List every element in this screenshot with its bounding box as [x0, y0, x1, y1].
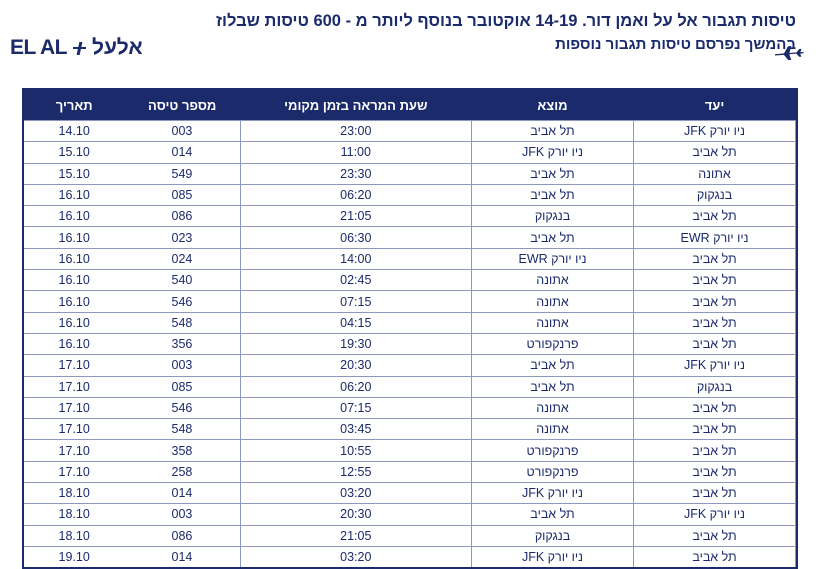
- table-row: [24, 333, 796, 354]
- cell-date: 16.10: [24, 227, 124, 248]
- cell-date: 17.10: [24, 355, 124, 376]
- column-header-origin: מוצא: [472, 90, 634, 121]
- cell-destination: תל אביב: [634, 142, 796, 163]
- elal-logo: [10, 36, 143, 60]
- table-row: [24, 504, 796, 525]
- cell-origin: ניו יורק EWR: [472, 248, 634, 269]
- table-row: [24, 312, 796, 333]
- cell-departure-time: 10:55: [240, 440, 471, 461]
- cell-destination: תל אביב: [634, 206, 796, 227]
- page-title: טיסות תגבור אל על ואמן דור. 14-19 אוקטובר בנוסף ליותר מ - 600 טיסות שבלוז: [215, 12, 796, 30]
- cell-destination: אתונה: [634, 163, 796, 184]
- cell-departure-time: 06:30: [240, 227, 471, 248]
- flights-table-body: [24, 121, 796, 568]
- cell-departure-time: 14:00: [240, 248, 471, 269]
- cell-departure-time: 07:15: [240, 397, 471, 418]
- table-row: [24, 525, 796, 546]
- column-header-destination: יעד: [634, 90, 796, 121]
- cell-date: 16.10: [24, 206, 124, 227]
- cell-flight-number: 024: [124, 248, 240, 269]
- cell-departure-time: 19:30: [240, 333, 471, 354]
- cell-destination: תל אביב: [634, 270, 796, 291]
- column-header-date: תאריך: [24, 90, 124, 121]
- cell-flight-number: 085: [124, 184, 240, 205]
- cell-destination: ניו יורק JFK: [634, 504, 796, 525]
- table-row: [24, 483, 796, 504]
- cell-destination: תל אביב: [634, 483, 796, 504]
- cell-flight-number: 358: [124, 440, 240, 461]
- cell-destination: תל אביב: [634, 525, 796, 546]
- cell-destination: ניו יורק EWR: [634, 227, 796, 248]
- cell-date: 15.10: [24, 142, 124, 163]
- cell-departure-time: 21:05: [240, 525, 471, 546]
- cell-date: 17.10: [24, 461, 124, 482]
- cell-origin: תל אביב: [472, 355, 634, 376]
- cell-origin: אתונה: [472, 291, 634, 312]
- cell-flight-number: 003: [124, 121, 240, 142]
- cell-flight-number: 548: [124, 419, 240, 440]
- cell-destination: תל אביב: [634, 546, 796, 567]
- cell-departure-time: 23:00: [240, 121, 471, 142]
- cell-flight-number: 549: [124, 163, 240, 184]
- cell-flight-number: 548: [124, 312, 240, 333]
- cell-flight-number: 014: [124, 546, 240, 567]
- cell-flight-number: 258: [124, 461, 240, 482]
- column-header-flight-number: מספר טיסה: [124, 90, 240, 121]
- cell-origin: תל אביב: [472, 184, 634, 205]
- cell-destination: תל אביב: [634, 461, 796, 482]
- cell-departure-time: 23:30: [240, 163, 471, 184]
- table-row: [24, 546, 796, 567]
- cell-origin: פרנקפורט: [472, 333, 634, 354]
- cell-departure-time: 03:45: [240, 419, 471, 440]
- cell-origin: ניו יורק JFK: [472, 546, 634, 567]
- cell-flight-number: 546: [124, 291, 240, 312]
- logo-hebrew-text: אלעל: [92, 36, 143, 59]
- cell-date: 17.10: [24, 376, 124, 397]
- cell-flight-number: 014: [124, 483, 240, 504]
- cell-destination: ניו יורק JFK: [634, 355, 796, 376]
- cell-origin: תל אביב: [472, 163, 634, 184]
- table-row: [24, 270, 796, 291]
- logo-latin-text: EL AL: [10, 36, 68, 59]
- table-row: [24, 461, 796, 482]
- cell-date: 16.10: [24, 248, 124, 269]
- cell-origin: תל אביב: [472, 376, 634, 397]
- flights-table-container: [22, 88, 798, 569]
- cell-origin: ניו יורק JFK: [472, 483, 634, 504]
- cell-origin: בנגקוק: [472, 525, 634, 546]
- cell-date: 17.10: [24, 440, 124, 461]
- logo-mark-icon: [73, 42, 86, 55]
- cell-date: 16.10: [24, 270, 124, 291]
- cell-flight-number: 003: [124, 355, 240, 376]
- cell-date: 14.10: [24, 121, 124, 142]
- cell-origin: ניו יורק JFK: [472, 142, 634, 163]
- cell-date: 16.10: [24, 184, 124, 205]
- table-row: [24, 227, 796, 248]
- cell-destination: תל אביב: [634, 248, 796, 269]
- cell-origin: פרנקפורט: [472, 461, 634, 482]
- cell-flight-number: 546: [124, 397, 240, 418]
- table-row: [24, 184, 796, 205]
- cell-departure-time: 20:30: [240, 504, 471, 525]
- cell-origin: אתונה: [472, 312, 634, 333]
- cell-flight-number: 003: [124, 504, 240, 525]
- cell-date: 18.10: [24, 504, 124, 525]
- cell-date: 19.10: [24, 546, 124, 567]
- cell-origin: תל אביב: [472, 504, 634, 525]
- cell-destination: תל אביב: [634, 419, 796, 440]
- cell-origin: בנגקוק: [472, 206, 634, 227]
- page-subtitle: בהמשך נפרסם טיסות תגבור נוספות: [555, 35, 796, 53]
- table-row: [24, 440, 796, 461]
- cell-destination: ניו יורק JFK: [634, 121, 796, 142]
- cell-destination: תל אביב: [634, 397, 796, 418]
- flights-table: [24, 90, 796, 567]
- cell-origin: תל אביב: [472, 121, 634, 142]
- table-row: [24, 397, 796, 418]
- cell-origin: אתונה: [472, 419, 634, 440]
- cell-departure-time: 12:55: [240, 461, 471, 482]
- table-row: [24, 121, 796, 142]
- cell-date: 18.10: [24, 525, 124, 546]
- cell-flight-number: 356: [124, 333, 240, 354]
- cell-departure-time: 03:20: [240, 546, 471, 567]
- cell-date: 18.10: [24, 483, 124, 504]
- cell-destination: תל אביב: [634, 333, 796, 354]
- cell-flight-number: 540: [124, 270, 240, 291]
- cell-origin: פרנקפורט: [472, 440, 634, 461]
- cell-date: 16.10: [24, 291, 124, 312]
- table-row: [24, 163, 796, 184]
- table-header-row: [24, 90, 796, 121]
- cell-flight-number: 085: [124, 376, 240, 397]
- cell-date: 17.10: [24, 397, 124, 418]
- cell-destination: בנגקוק: [634, 376, 796, 397]
- cell-origin: תל אביב: [472, 227, 634, 248]
- table-row: [24, 376, 796, 397]
- airplane-icon: [774, 42, 804, 60]
- cell-origin: אתונה: [472, 270, 634, 291]
- table-row: [24, 419, 796, 440]
- table-row: [24, 248, 796, 269]
- cell-departure-time: 04:15: [240, 312, 471, 333]
- cell-flight-number: 014: [124, 142, 240, 163]
- cell-destination: תל אביב: [634, 291, 796, 312]
- cell-date: 16.10: [24, 333, 124, 354]
- cell-origin: אתונה: [472, 397, 634, 418]
- cell-destination: בנגקוק: [634, 184, 796, 205]
- cell-destination: תל אביב: [634, 312, 796, 333]
- cell-date: 17.10: [24, 419, 124, 440]
- table-row: [24, 355, 796, 376]
- cell-departure-time: 06:20: [240, 376, 471, 397]
- cell-departure-time: 20:30: [240, 355, 471, 376]
- table-row: [24, 206, 796, 227]
- cell-flight-number: 086: [124, 206, 240, 227]
- column-header-departure-time: שעת המראה בזמן מקומי: [240, 90, 471, 121]
- cell-flight-number: 023: [124, 227, 240, 248]
- cell-departure-time: 21:05: [240, 206, 471, 227]
- cell-date: 15.10: [24, 163, 124, 184]
- cell-departure-time: 02:45: [240, 270, 471, 291]
- cell-departure-time: 11:00: [240, 142, 471, 163]
- cell-departure-time: 03:20: [240, 483, 471, 504]
- cell-destination: תל אביב: [634, 440, 796, 461]
- cell-departure-time: 07:15: [240, 291, 471, 312]
- table-row: [24, 291, 796, 312]
- page-header: [0, 0, 820, 78]
- cell-flight-number: 086: [124, 525, 240, 546]
- cell-departure-time: 06:20: [240, 184, 471, 205]
- table-row: [24, 142, 796, 163]
- cell-date: 16.10: [24, 312, 124, 333]
